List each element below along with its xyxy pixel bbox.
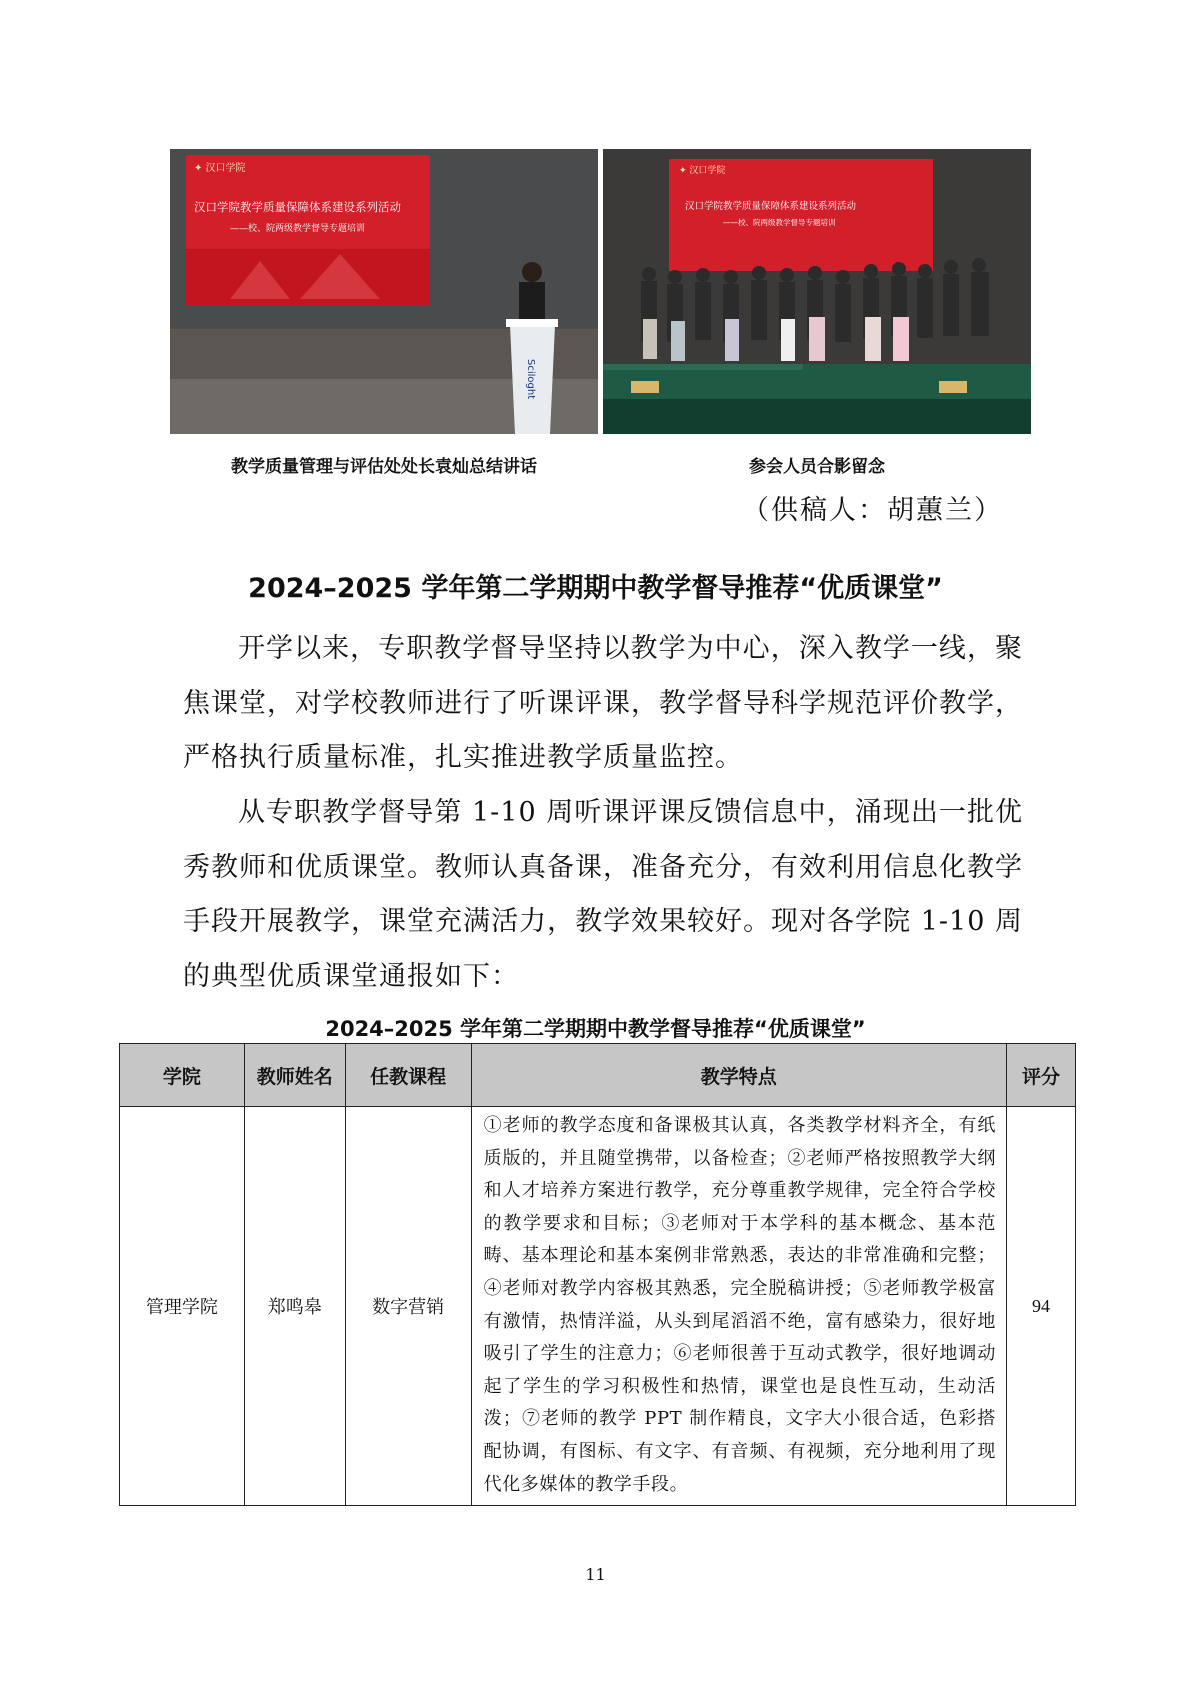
header-course: 任教课程 (345, 1044, 471, 1107)
podium-brand: Sciloght (525, 359, 536, 400)
article-title: 2024–2025 学年第二学期期中教学督导推荐“优质课堂” (248, 573, 943, 604)
body-paragraph: 开学以来，专职教学督导坚持以教学为中心，深入教学一线，聚焦课堂，对学校教师进行了听课评课，教学督导科学规范评价教学，严格执行质量标准，扎实推进教学质量监控。 (183, 633, 1023, 773)
group-photo (603, 149, 1031, 434)
cell-features: ①老师的教学态度和备课极其认真，各类教学材料齐全，有纸质版的，并且随堂携带，以备检查；②老师严格按照教学大纲和人才培养方案进行教学，充分尊重教学规律，完全符合学校的教学要求和目标；③老师对于本学科的基本概念、基本范畴、基本理论和基本案例非常熟悉，表达的非常准确和完整；④老师对教学内容极其熟悉，完全脱稿讲授；⑤老师教学极富有激情，热情洋溢，从头到尾滔滔不绝，富有感染力，很好地吸引了学生的注意力；⑥老师很善于互动式教学，很好地调动起了学生的学习积极性和热情，课堂也是良性互动，生动活泼；⑦老师的教学 PPT 制作精良，文字大小很合适，色彩搭配协调，有图标、有文字、有音频、有视频，充分地利用了现代化多媒体的教学手段。 (471, 1107, 1006, 1506)
banner-title: 汉口学院教学质量保障体系建设系列活动 (194, 200, 401, 214)
contributor-credit: （供稿人：胡蕙兰） (742, 495, 1003, 526)
speaker-photo (170, 149, 598, 434)
cell-course: 数字营销 (345, 1107, 471, 1506)
table-row (120, 1107, 1076, 1506)
cell-score: 94 (1007, 1107, 1076, 1506)
cell-teacher: 郑鸣皋 (244, 1107, 345, 1506)
table-title: 2024–2025 学年第二学期期中教学督导推荐“优质课堂” (325, 1017, 866, 1041)
svg-text:✦ 汉口学院: ✦ 汉口学院 (679, 166, 726, 176)
header-teacher: 教师姓名 (244, 1044, 345, 1107)
photo-caption-left: 教学质量管理与评估处处长袁灿总结讲话 (231, 457, 537, 477)
banner-subtitle: ——校、院两级教学督导专题培训 (230, 224, 366, 234)
header-college: 学院 (120, 1044, 245, 1107)
cell-college: 管理学院 (120, 1107, 245, 1506)
banner-subtitle: ——校、院两级教学督导专题培训 (723, 218, 836, 227)
header-features: 教学特点 (471, 1044, 1006, 1107)
banner-title: 汉口学院教学质量保障体系建设系列活动 (685, 201, 857, 212)
page-number: 11 (585, 1565, 606, 1584)
svg-text:✦ 汉口学院: ✦ 汉口学院 (194, 163, 246, 174)
header-score: 评分 (1007, 1044, 1076, 1107)
body-paragraph: 从专职教学督导第 1-10 周听课评课反馈信息中，涌现出一批优秀教师和优质课堂。教师认真备课，准备充分，有效利用信息化教学手段开展教学，课堂充满活力，教学效果较好。现对各学院 1-10 周的典型优质课堂通报如下： (183, 797, 1023, 992)
table-header-row (120, 1044, 1076, 1107)
quality-class-table (119, 1043, 1076, 1506)
photo-caption-right: 参会人员合影留念 (749, 457, 885, 477)
